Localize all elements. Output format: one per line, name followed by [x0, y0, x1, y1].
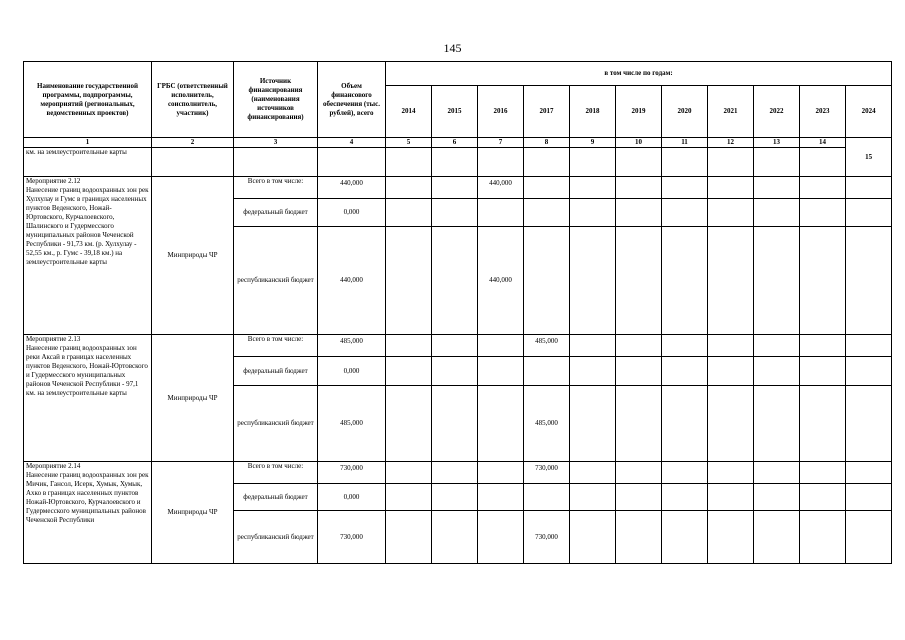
- column-number: 2: [152, 138, 234, 148]
- measure-grbs: Минприроды ЧР: [152, 177, 234, 335]
- column-number-row: [24, 138, 892, 148]
- header-year: 2018: [570, 86, 616, 138]
- header-source: Источник финансирования (наименования источников финансирования): [234, 62, 318, 138]
- total-value: 730,000: [318, 462, 386, 484]
- measure-cell: [24, 177, 152, 335]
- financing-table: [23, 61, 892, 564]
- year-value: 485,000: [524, 386, 570, 462]
- header-year: 2024: [846, 86, 892, 138]
- header-name: Наименование государственной программы, подпрограммы, мероприятий (региональных, ведомственных проектов): [24, 62, 152, 138]
- column-number: 14: [800, 138, 846, 148]
- column-number: 15: [846, 138, 892, 177]
- source-label: Всего в том числе:: [234, 462, 318, 484]
- measure-description: Нанесение границ водоохранных зон рек Хулхулау и Гумс в границах населенных пунктов Веденского, Ножай-Юртовского, Курчалоевского, Шалинского и Гудермесского муниципальных районов Чеченской Республики - 91,73 км. (р. Хулхулау - 52,55 км., р. Гумс - 39,18 км.) на землеустроительные карты: [26, 186, 149, 266]
- measure-grbs: Минприроды ЧР: [152, 462, 234, 564]
- source-label: федеральный бюджет: [234, 199, 318, 227]
- source-label: федеральный бюджет: [234, 357, 318, 386]
- measure-grbs: Минприроды ЧР: [152, 335, 234, 462]
- year-value: 440,000: [478, 177, 524, 199]
- column-number: 11: [662, 138, 708, 148]
- continuation-row: [24, 148, 892, 177]
- source-label: Всего в том числе:: [234, 335, 318, 357]
- total-value: 485,000: [318, 335, 386, 357]
- header-year: 2017: [524, 86, 570, 138]
- measure-title: Мероприятие 2.13: [26, 335, 81, 343]
- header-year: 2020: [662, 86, 708, 138]
- column-number: 7: [478, 138, 524, 148]
- total-value: 485,000: [318, 386, 386, 462]
- measure-cell: [24, 462, 152, 564]
- column-number: 5: [386, 138, 432, 148]
- column-number: 13: [754, 138, 800, 148]
- table-row: [24, 462, 892, 484]
- header-year: 2014: [386, 86, 432, 138]
- header-year: 2021: [708, 86, 754, 138]
- table-row: [24, 335, 892, 357]
- header-by-years: в том числе по годам:: [386, 62, 892, 86]
- header-year: 2016: [478, 86, 524, 138]
- total-value: 0,000: [318, 357, 386, 386]
- column-number: 1: [24, 138, 152, 148]
- header-year: 2022: [754, 86, 800, 138]
- total-value: 440,000: [318, 177, 386, 199]
- column-number: 8: [524, 138, 570, 148]
- header-year: 2015: [432, 86, 478, 138]
- total-value: 0,000: [318, 484, 386, 511]
- total-value: 0,000: [318, 199, 386, 227]
- source-label: республиканский бюджет: [234, 227, 318, 335]
- measure-title: Мероприятие 2.12: [26, 177, 81, 185]
- header-volume: Объем финансового обеспечения (тыс. рублей), всего: [318, 62, 386, 138]
- source-label: республиканский бюджет: [234, 386, 318, 462]
- year-value: 730,000: [524, 511, 570, 564]
- page-number: 145: [443, 41, 462, 55]
- year-value: 730,000: [524, 462, 570, 484]
- column-number: 12: [708, 138, 754, 148]
- total-value: 440,000: [318, 227, 386, 335]
- measure-title: Мероприятие 2.14: [26, 462, 81, 470]
- column-number: 6: [432, 138, 478, 148]
- column-number: 10: [616, 138, 662, 148]
- source-label: Всего в том числе:: [234, 177, 318, 199]
- column-number: 3: [234, 138, 318, 148]
- column-number: 9: [570, 138, 616, 148]
- table-row: [24, 177, 892, 199]
- year-value: 485,000: [524, 335, 570, 357]
- total-value: 730,000: [318, 511, 386, 564]
- column-number: 4: [318, 138, 386, 148]
- header-year: 2023: [800, 86, 846, 138]
- source-label: федеральный бюджет: [234, 484, 318, 511]
- continuation-text: км. на землеустроительные карты: [24, 148, 152, 177]
- year-value: 440,000: [478, 227, 524, 335]
- header-grbs: ГРБС (ответственный исполнитель, соисполнитель, участник): [152, 62, 234, 138]
- header-year: 2019: [616, 86, 662, 138]
- source-label: республиканский бюджет: [234, 511, 318, 564]
- measure-description: Нанесение границ водоохранных зон реки Аксай в границах населенных пунктов Веденского, Ножай-Юртовского и Гудермесского муниципальных районов Чеченской Республики - 97,1 км. на землеустроительные карты: [26, 344, 148, 397]
- measure-cell: [24, 335, 152, 462]
- measure-description: Нанесение границ водоохранных зон рек Мичик, Гансол, Исерк, Хумык, Хумык, Ахко в границах населенных пунктов Ножай-Юртовского, Курчалоевского и Гудермесского муниципальных районов Чеченской Республики: [26, 471, 149, 524]
